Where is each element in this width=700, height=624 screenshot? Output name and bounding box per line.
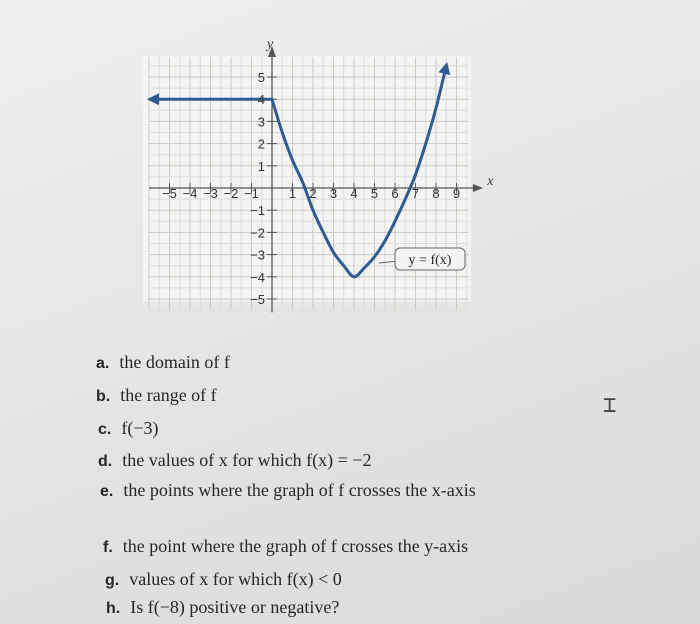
question-g [105, 569, 342, 590]
question-text: the point where the graph of f crosses the y-axis [122, 536, 469, 556]
question-f [103, 536, 468, 557]
y-tick-label: 5 [257, 70, 265, 85]
y-tick-label: −3 [250, 247, 265, 263]
y-tick-label: −2 [250, 225, 265, 241]
x-tick-label: 4 [350, 186, 358, 201]
question-d [98, 450, 371, 471]
question-text: f(−3) [121, 418, 159, 438]
y-tick-label: −5 [250, 292, 265, 307]
question-e [100, 480, 476, 501]
x-tick-label: 3 [329, 186, 338, 201]
x-tick-label: 7 [411, 186, 420, 201]
question-text: Is f(−8) positive or negative? [130, 597, 340, 617]
x-tick-label: 8 [432, 186, 440, 201]
question-text: the points where the graph of f crosses the x-axis [123, 480, 476, 500]
question-label: a. [96, 355, 110, 372]
x-tick-label: −5 [162, 186, 177, 201]
x-tick-label: 5 [370, 186, 379, 201]
x-tick-label: −4 [182, 186, 198, 201]
x-tick-label: 1 [288, 186, 297, 201]
y-tick-label: 1 [257, 158, 265, 174]
x-tick-label: 2 [309, 186, 317, 201]
y-axis-label: y [267, 37, 274, 53]
y-tick-label: 2 [257, 136, 265, 152]
x-axis-arrow [473, 184, 483, 192]
x-tick-label: −2 [223, 186, 239, 201]
x-tick-label: −3 [203, 186, 218, 201]
question-text: the values of x for which f(x) = −2 [122, 450, 372, 470]
question-b [96, 385, 217, 406]
question-c [98, 418, 158, 439]
question-h [106, 597, 339, 618]
question-label: f. [103, 539, 113, 556]
x-tick-label: 6 [391, 186, 399, 201]
y-tick-label: 4 [257, 92, 265, 108]
x-tick-label: −1 [244, 186, 259, 201]
y-tick-label: −1 [250, 203, 265, 219]
question-label: d. [98, 453, 113, 470]
y-tick-label: 3 [257, 114, 265, 130]
question-text: the domain of f [119, 352, 230, 372]
text-cursor-icon: ⌶ [603, 393, 617, 418]
question-text: the range of f [120, 385, 217, 405]
x-tick-label: 9 [452, 186, 461, 201]
question-a [96, 352, 230, 373]
question-label: h. [106, 600, 121, 617]
x-axis-label: x [487, 174, 494, 189]
question-label: b. [96, 388, 111, 405]
question-label: g. [105, 572, 120, 589]
annotation-label: y = f(x) [408, 253, 452, 269]
y-tick-label: −4 [250, 269, 265, 285]
question-label: e. [100, 483, 114, 500]
question-text: values of x for which f(x) < 0 [129, 569, 342, 589]
question-label: c. [98, 421, 112, 438]
